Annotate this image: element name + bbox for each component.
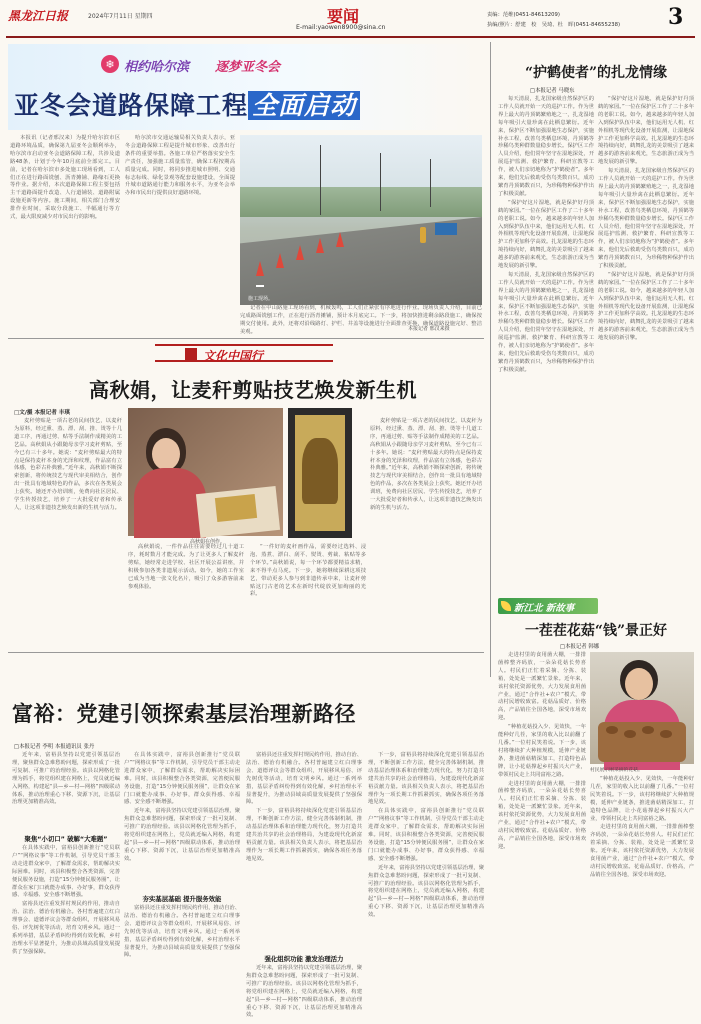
fuyu-subhead-3: 夯实基层基础 提升服务效能	[142, 895, 222, 903]
new-jiangbei-title: 新江北 新故事	[514, 603, 575, 614]
leaf-icon	[501, 601, 511, 611]
flower-byline: □本报记者 韩娜	[560, 644, 600, 650]
editors-line-1: 责编：范维(0451-84613209)	[487, 12, 560, 18]
fuyu-subhead-1: 聚焦“小切口” 破解“大难题”	[24, 835, 108, 843]
mushroom-photo-caption: 村民展示刚采摘的花菇。	[590, 768, 643, 773]
fuyu-headline: 富裕：党建引领探索基层治理新路径	[12, 701, 356, 726]
winter-games-banner	[8, 44, 478, 130]
page-number: 3	[668, 4, 684, 30]
svg-text:❄: ❄	[105, 58, 115, 71]
crane-col-2: “保护好这片湿地，就是保护好丹顶鹤的家园。”一位在保护区工作了二十多年的老职工说。如今，越来越多的年轻人加入到保护队伍中来，他们运用无人机、红外相机等现代化设备开展监测，让湿地保护工作更加科学高效。扎龙湿地的生态环境持续向好，鹤舞扎龙的美景吸引了越来越多的游客前来观光，生态旅游正成为当地发展的新引擎。 每天清晨，扎龙国家级自然保护区的工作人员就开始一天的巡护工作。作为世界上最大的丹顶鹤繁殖地之一，扎龙湿地每年吸引大量珍禽在此栖息繁衍。近年来，保护区不断加强湿地生态保护，实施补水工程，改善鸟类栖息环境，丹顶鹤等珍稀鸟类种群数量稳步增长。保护区工作人员介绍，他们常年坚守在湿地深处，开展巡护监测、救护繁育、科研宣教等工作，被人们亲切地称为“护鹤使者”。多年来，他们先后救助受伤鸟类数百只，成功繁育丹顶鹤数百只，为珍稀物种保护作出了积极贡献。 “保护好这片湿地，就是保护好丹顶鹤的家园。”一位在保护区工作了二十多年的老职工说。如今，越来越多的年轻人加入到保护队伍中来，他们运用无人机、红外相机等现代化设备开展监测，让湿地保护工作更加科学高效。扎龙湿地的生态环境持续向好，鹤舞扎龙的美景吸引了越来越多的游客前来观光，生态旅游正成为当地发展的新引擎。	[598, 96, 694, 342]
construction-photo-credit: 本报记者 邢汉来摄	[408, 326, 450, 332]
banner-slogan-right: 逐梦亚冬会	[215, 60, 281, 75]
lead-headline	[14, 86, 360, 122]
new-jiangbei-badge	[498, 598, 598, 614]
mushroom-farmer-photo	[590, 652, 694, 764]
culture-column-title: 文化中国行	[203, 349, 264, 363]
fuyu-col-4: 下一步，富裕县将持续深化党建引领基层治理，不断创新工作方法，健全完善体制机制，推动基层治理体系和治理能力现代化，努力打造共建共治共享的社会治理格局，为建设现代化新富裕贡献力量。该县相关负责人表示，将把基层治理作为一项长期工作抓紧抓实，确保各项任务落地见效。 在具体实践中，富裕县创新推行“党员联户”“网格议事”等工作机制，引导党员干部主动走进群众家中，了解群众需求，帮助解决实际困难。同时，该县积极整合各类资源，完善便民服务设施，打造“15分钟便民服务圈”，让群众在家门口就能办成事、办好事，群众获得感、幸福感、安全感不断增强。 近年来，富裕县坚持以党建引领基层治理，聚焦群众急难愁盼问题，探索形成了一批可复制、可推广的治理经验。该县以网格化管理为抓手，将党组织建在网格上，党员就近编入网格，构建起“县—乡—村—网格”四级联动体系，推动治理重心下移、资源下沉，让基层治理更加精准高效。	[368, 752, 484, 919]
culture-col-4: “一件好的麦秆画作品，需要经过选料、浸泡、蒸煮、漂白、刮平、熨烫、剪裁、粘贴等多个环节。”高秋娟说，每一个环节都要精益求精，来不得半点马虎。下一步，她将继续深耕这项技艺，带动更多人参与到非遗传承中来，让麦秆剪贴这门古老的艺术在新时代绽放更加绚丽的光彩。	[250, 544, 366, 598]
crane-byline: □本报记者 马晓东	[530, 88, 575, 94]
flower-col-1: 走进村里的食用菌大棚，一排排菌棒整齐码放，一朵朵花菇长势喜人。村民们正忙着采摘、分拣、装箱，处处是一派繁忙景象。近年来，该村依托资源优势，大力发展食用菌产业，通过“合作社+农户”模式，带动村民增收致富。花菇品质好、价格高，产品销往全国各地，深受市场欢迎。 “种植花菇投入少、见效快，一年能种好几茬，家里的收入比以前翻了几番。”一位村民笑着说。下一步，该村将继续扩大种植规模，延伸产业链条，推进菌菇精深加工，打造特色品牌，让小花菇撑起乡村振兴大产业，带领村民走上共同富裕之路。 走进村里的食用菌大棚，一排排菌棒整齐码放，一朵朵花菇长势喜人。村民们正忙着采摘、分拣、装箱，处处是一派繁忙景象。近年来，该村依托资源优势，大力发展食用菌产业，通过“合作社+农户”模式，带动村民增收致富。花菇品质好、价格高，产品销往全国各地，深受市场欢迎。	[498, 652, 586, 850]
construction-photo	[240, 135, 482, 305]
section-email: E-mail:yaowen8900@sina.cn	[296, 24, 386, 31]
fuyu-col-2: 在具体实践中，富裕县创新推行“党员联户”“网格议事”等工作机制，引导党员干部主动走进群众家中，了解群众需求，帮助解决实际困难。同时，该县积极整合各类资源，完善便民服务设施，打造“15分钟便民服务圈”，让群众在家门口就能办成事、办好事，群众获得感、幸福感、安全感不断增强。 近年来，富裕县坚持以党建引领基层治理，聚焦群众急难愁盼问题，探索形成了一批可复制、可推广的治理经验。该县以网格化管理为抓手，将党组织建在网格上，党员就近编入网格，构建起“县—乡—村—网格”四级联动体系，推动治理重心下移、资源下沉，让基层治理更加精准高效。 夯实基层基础 提升服务效能 富裕县还注重发挥村规民约作用，推动自治、法治、德治有机融合。各村普遍建立红白理事会、道德评议会等群众组织，开展移风易俗、评先树优等活动，培育文明乡风。通过一系列举措，基层矛盾纠纷得到有效化解，乡村治理水平显著提升，为推动县域高质量发展提供了坚强保障。	[124, 752, 240, 959]
fuyu-byline: □本报记者 李明 本报通讯员 张丹	[14, 744, 95, 750]
culture-byline: □文/摄 本报记者 丰琪	[14, 410, 70, 416]
culture-col-3: 高秋娟说，一件作品往往需要经过几十道工序，耗时数月才能完成。为了让更多人了解麦秆剪贴，她经常走进学校、社区开展公益讲座，并积极参加各类非遗展示活动。如今，她的工作室已成为当地一张文化名片，吸引了众多游客前来参观体验。	[128, 544, 244, 590]
artisan-photo-caption: 高秋娟在创作。	[190, 539, 226, 545]
fuyu-col-1: 近年来，富裕县坚持以党建引领基层治理，聚焦群众急难愁盼问题，探索形成了一批可复制、可推广的治理经验。该县以网格化管理为抓手，将党组织建在网格上，党员就近编入网格，构建起“县—乡—村—网格”四级联动体系，推动治理重心下移、资源下沉，让基层治理更加精准高效。 聚焦“小切口” 破解“大难题” 在具体实践中，富裕县创新推行“党员联户”“网格议事”等工作机制，引导党员干部主动走进群众家中，了解群众需求，帮助解决实际困难。同时，该县积极整合各类资源，完善便民服务设施，打造“15分钟便民服务圈”，让群众在家门口就能办成事、办好事，群众获得感、幸福感、安全感不断增强。 富裕县还注重发挥村规民约作用，推动自治、法治、德治有机融合。各村普遍建立红白理事会、道德评议会等群众组织，开展移风易俗、评先树优等活动，培育文明乡风。通过一系列举措，基层矛盾纠纷得到有效化解，乡村治理水平显著提升，为推动县域高质量发展提供了坚强保障。	[12, 752, 120, 955]
masthead-rule	[6, 36, 695, 38]
flower-col-2: “种植花菇投入少、见效快，一年能种好几茬，家里的收入比以前翻了几番。”一位村民笑着说。下一步，该村将继续扩大种植规模，延伸产业链条，推进菌菇精深加工，打造特色品牌，让小花菇撑起乡村振兴大产业，带领村民走上共同富裕之路。 走进村里的食用菌大棚，一排排菌棒整齐码放，一朵朵花菇长势喜人。村民们正忙着采摘、分拣、装箱，处处是一派繁忙景象。近年来，该村依托资源优势，大力发展食用菌产业，通过“合作社+农户”模式，带动村民增收致富。花菇品质好、价格高，产品销往全国各地，深受市场欢迎。	[590, 776, 694, 878]
section-title: 要闻	[327, 7, 360, 26]
crane-headline: “护鹤使者”的扎龙情缘	[524, 65, 668, 81]
editors-line-2: 执编/照片：舒建 校 吴琦、杜 晖(0451-84655238)	[487, 22, 621, 28]
lead-story-col-3: 记者在中山路施工现场看到，机械轰鸣，工人们正紧张有序地进行作业。现场负责人介绍，目前已完成路面铣刨工作，正在进行沥青摊铺，预计本月底完工。下一步，将加快推进剩余路段施工，确保按期交付使用。此外，还将对沿线路灯、护栏、井盖等设施进行全面排查更换，确保道路设施完好、整洁美观。	[240, 305, 482, 335]
lead-story-col-1: 本报讯（记者邢汉来）为提升哈尔滨市区道路环境品质，确保第九届亚冬会顺利举办，哈尔滨市启动亚冬会道路保障工程，共涉及道路48条，计划于今年10月底前全部完工。目前，记者在哈尔滨市多处施工现场看到，工人们正在进行路面铣刨、沥青摊铺、路缘石更换等作业。据介绍，本次道路保障工程主要包括主干道路面提升改造、人行道铺装、道路附属设施更新等内容。施工期间，相关部门合理安排作业时间，采取分段施工、半幅通行等方式，最大限度减少对市民出行的影响。	[10, 135, 120, 221]
banner-snowflake-icon	[100, 54, 120, 74]
culture-badge-frame-icon	[185, 348, 197, 360]
masthead	[0, 0, 701, 40]
flower-headline: 一茬茬花菇“钱”景正好	[524, 623, 668, 639]
artisan-photo	[128, 408, 283, 536]
culture-column-badge	[155, 344, 333, 362]
paper-name: 黑龙江日报	[8, 9, 69, 23]
wheat-straw-artwork	[288, 408, 352, 538]
lead-headline-highlight: 全面启动	[248, 91, 360, 120]
culture-col-5: 麦秆剪贴是一项古老的民间技艺，以麦秆为原料，经过熏、蒸、漂、刮、推、烫等十几道工序，再通过剪、贴等手法制作成精美的工艺品。高秋娟从小跟随母亲学习麦秆剪贴，至今已有三十多年。她说：“麦秆剪贴最大的特点是保持麦秆本身的光泽和纹理，作品富有立体感，色彩古朴典雅。”近年来，高秋娟不断探索创新，将传统技艺与现代审美相结合，创作出一批具有地域特色的作品，多次在各类展会上获奖。她还开办培训班，免费向社区居民、学生传授技艺，培养了一大批爱好者和传承人，让这项非遗技艺焕发出新的生机与活力。	[370, 418, 482, 511]
banner-slogan-left: 相约哈尔滨	[124, 60, 190, 75]
crane-col-1: 每天清晨，扎龙国家级自然保护区的工作人员就开始一天的巡护工作。作为世界上最大的丹顶鹤繁殖地之一，扎龙湿地每年吸引大量珍禽在此栖息繁衍。近年来，保护区不断加强湿地生态保护，实施补水工程，改善鸟类栖息环境，丹顶鹤等珍稀鸟类种群数量稳步增长。保护区工作人员介绍，他们常年坚守在湿地深处，开展巡护监测、救护繁育、科研宣教等工作，被人们亲切地称为“护鹤使者”。多年来，他们先后救助受伤鸟类数百只，成功繁育丹顶鹤数百只，为珍稀物种保护作出了积极贡献。 “保护好这片湿地，就是保护好丹顶鹤的家园。”一位在保护区工作了二十多年的老职工说。如今，越来越多的年轻人加入到保护队伍中来，他们运用无人机、红外相机等现代化设备开展监测，让湿地保护工作更加科学高效。扎龙湿地的生态环境持续向好，鹤舞扎龙的美景吸引了越来越多的游客前来观光，生态旅游正成为当地发展的新引擎。 每天清晨，扎龙国家级自然保护区的工作人员就开始一天的巡护工作。作为世界上最大的丹顶鹤繁殖地之一，扎龙湿地每年吸引大量珍禽在此栖息繁衍。近年来，保护区不断加强湿地生态保护，实施补水工程，改善鸟类栖息环境，丹顶鹤等珍稀鸟类种群数量稳步增长。保护区工作人员介绍，他们常年坚守在湿地深处，开展巡护监测、救护繁育、科研宣教等工作，被人们亲切地称为“护鹤使者”。多年来，他们先后救助受伤鸟类数百只，成功繁育丹顶鹤数百只，为珍稀物种保护作出了积极贡献。	[498, 96, 594, 373]
lead-story-col-2: 哈尔滨市交通运输局相关负责人表示，亚冬会道路保障工程是提升城市形象、改善出行条件的重要举措。各施工单位严格落实安全生产责任，加强施工质量监管，确保工程按期高质量完成。同时，将同步推进城市照明、交通标志标线、绿化景观等配套设施建设，全面提升城市道路通行能力和服务水平，为亚冬会举办和市民出行提供良好道路环境。	[125, 135, 235, 197]
culture-headline: 高秋娟，让麦秆剪贴技艺焕发新生机	[89, 378, 417, 402]
fuyu-subhead-2: 强化组织功能 激发治理活力	[264, 955, 344, 963]
publish-date: 2024年7月11日 星期四	[88, 13, 153, 20]
fuyu-col-3: 富裕县还注重发挥村规民约作用，推动自治、法治、德治有机融合。各村普遍建立红白理事会、道德评议会等群众组织，开展移风易俗、评先树优等活动，培育文明乡风。通过一系列举措，基层矛盾纠纷得到有效化解，乡村治理水平显著提升，为推动县域高质量发展提供了坚强保障。 下一步，富裕县将持续深化党建引领基层治理，不断创新工作方法，健全完善体制机制，推动基层治理体系和治理能力现代化，努力打造共建共治共享的社会治理格局，为建设现代化新富裕贡献力量。该县相关负责人表示，将把基层治理作为一项长期工作抓紧抓实，确保各项任务落地见效。 强化组织功能 激发治理活力 近年来，富裕县坚持以党建引领基层治理，聚焦群众急难愁盼问题，探索形成了一批可复制、可推广的治理经验。该县以网格化管理为抓手，将党组织建在网格上，党员就近编入网格，构建起“县—乡—村—网格”四级联动体系，推动治理重心下移、资源下沉，让基层治理更加精准高效。	[246, 752, 362, 1019]
construction-photo-caption: 施工现场。	[248, 296, 274, 302]
culture-col-1: 麦秆剪贴是一项古老的民间技艺，以麦秆为原料，经过熏、蒸、漂、刮、推、烫等十几道工序，再通过剪、贴等手法制作成精美的工艺品。高秋娟从小跟随母亲学习麦秆剪贴，至今已有三十多年。她说：“麦秆剪贴最大的特点是保持麦秆本身的光泽和纹理，作品富有立体感，色彩古朴典雅。”近年来，高秋娟不断探索创新，将传统技艺与现代审美相结合，创作出一批具有地域特色的作品，多次在各类展会上获奖。她还开办培训班，免费向社区居民、学生传授技艺，培养了一大批爱好者和传承人，让这项非遗技艺焕发出新的生机与活力。	[14, 418, 122, 511]
lead-headline-plain: 亚冬会道路保障工程	[14, 91, 249, 120]
